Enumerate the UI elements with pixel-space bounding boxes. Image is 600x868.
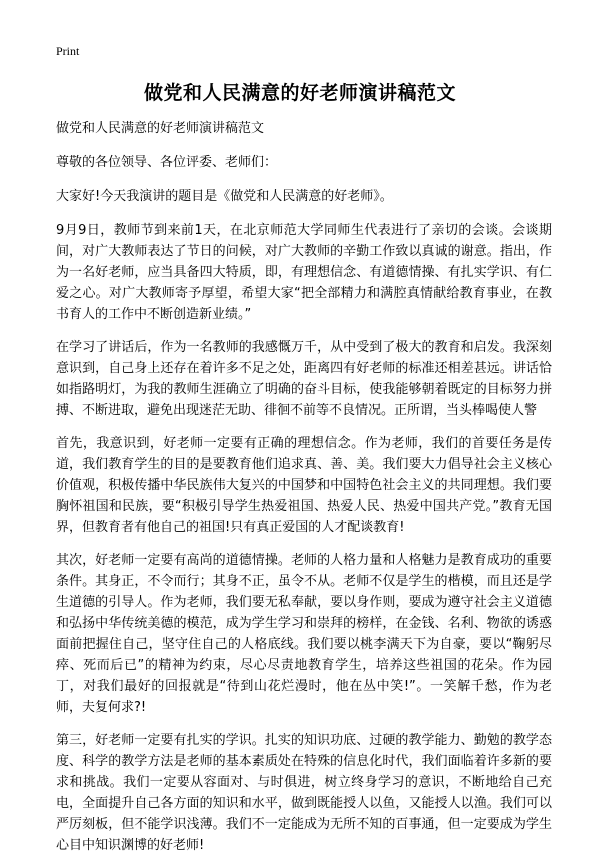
body-paragraph: 在学习了讲话后，作为一名教师的我感慨万千，从中受到了极大的教育和启发。我深刻意识到，自己身上还存在着许多不足之处，距离四有好老师的标准还相差甚远。讲话恰如指路明灯，为我的教师生涯确立了明确的奋斗目标，使我能够朝着既定的目标努力拼搏、不断进取，避免出现迷茫无助、徘徊不前等不良情况。正所谓，当头棒喝使人警: [56, 340, 552, 418]
intro-paragraph: 大家好!今天我演讲的题目是《做党和人民满意的好老师》。: [56, 189, 393, 204]
document-body: [56, 118, 552, 868]
subtitle-paragraph: 做党和人民满意的好老师演讲稿范文: [56, 121, 265, 136]
salutation-paragraph: 尊敬的各位领导、各位评委、老师们：: [56, 155, 278, 170]
body-paragraph: 第三，好老师一定要有扎实的学识。扎实的知识功底、过硬的教学能力、勤勉的教学态度、科学的教学方法是老师的基本素质处在特殊的信息化时代，我们面临着许多新的要求和挑战。我们一定要从容面对、与时俱进，树立终身学习的意识，不断地给自己充电，全面提升自己各方面的知识和水平，做到既能授人以鱼，又能授人以渔。我们可以严厉刻板，但不能学识浅薄。我们不一定能成为无所不知的百事通，但一定要成为学生心目中知识渊博的好老师!: [56, 733, 552, 853]
body-paragraph: 首先，我意识到，好老师一定要有正确的理想信念。作为老师，我们的首要任务是传道，我们教育学生的目的是要教育他们追求真、善、美。我们要大力倡导社会主义核心价值观，积极传播中华民族伟大复兴的中国梦和中国特色社会主义的共同理想。我们要胸怀祖国和民族，要“积极引导学生热爱祖国、热爱人民、热爱中国共产党。”教育无国界，但教育者有他自己的祖国!只有真正爱国的人才配谈教育!: [56, 436, 552, 535]
body-paragraph: 9月9日，教师节到来前1天，在北京师范大学同师生代表进行了亲切的会谈。会谈期间，对广大教师表达了节日的问候，对广大教师的辛勤工作致以真诚的谢意。指出，作为一名好老师，应当具备四大特质，即，有理想信念、有道德情操、有扎实学识、有仁爱之心。对广大教师寄予厚望，希望大家“把全部精力和满腔真情献给教育事业，在教书育人的工作中不断创造新业绩。”: [56, 223, 552, 322]
body-paragraph: 其次，好老师一定要有高尚的道德情操。老师的人格力量和人格魅力是教育成功的重要条件。其身正，不令而行；其身不正，虽令不从。老师不仅是学生的楷模，而且还是学生道德的引导人。作为老师，我们要无私奉献，要以身作则，要成为遵守社会主义道德和弘扬中华传统美德的模范，成为学生学习和崇拜的榜样，在金钱、名利、物欲的诱惑面前把握住自己，坚守住自己的人格底线。我们要以桃李满天下为自豪，要以“鞠躬尽瘁、死而后已”的精神为约束，尽心尽责地教育学生，培养这些祖国的花朵。作为园丁，对我们最好的回报就是“待到山花烂漫时，他在丛中笑!”。一笑解千愁，作为老师，夫复何求?!: [56, 553, 552, 715]
document-title: 做党和人民满意的好老师演讲稿范文: [143, 82, 456, 104]
print-link[interactable]: Print: [56, 44, 80, 58]
